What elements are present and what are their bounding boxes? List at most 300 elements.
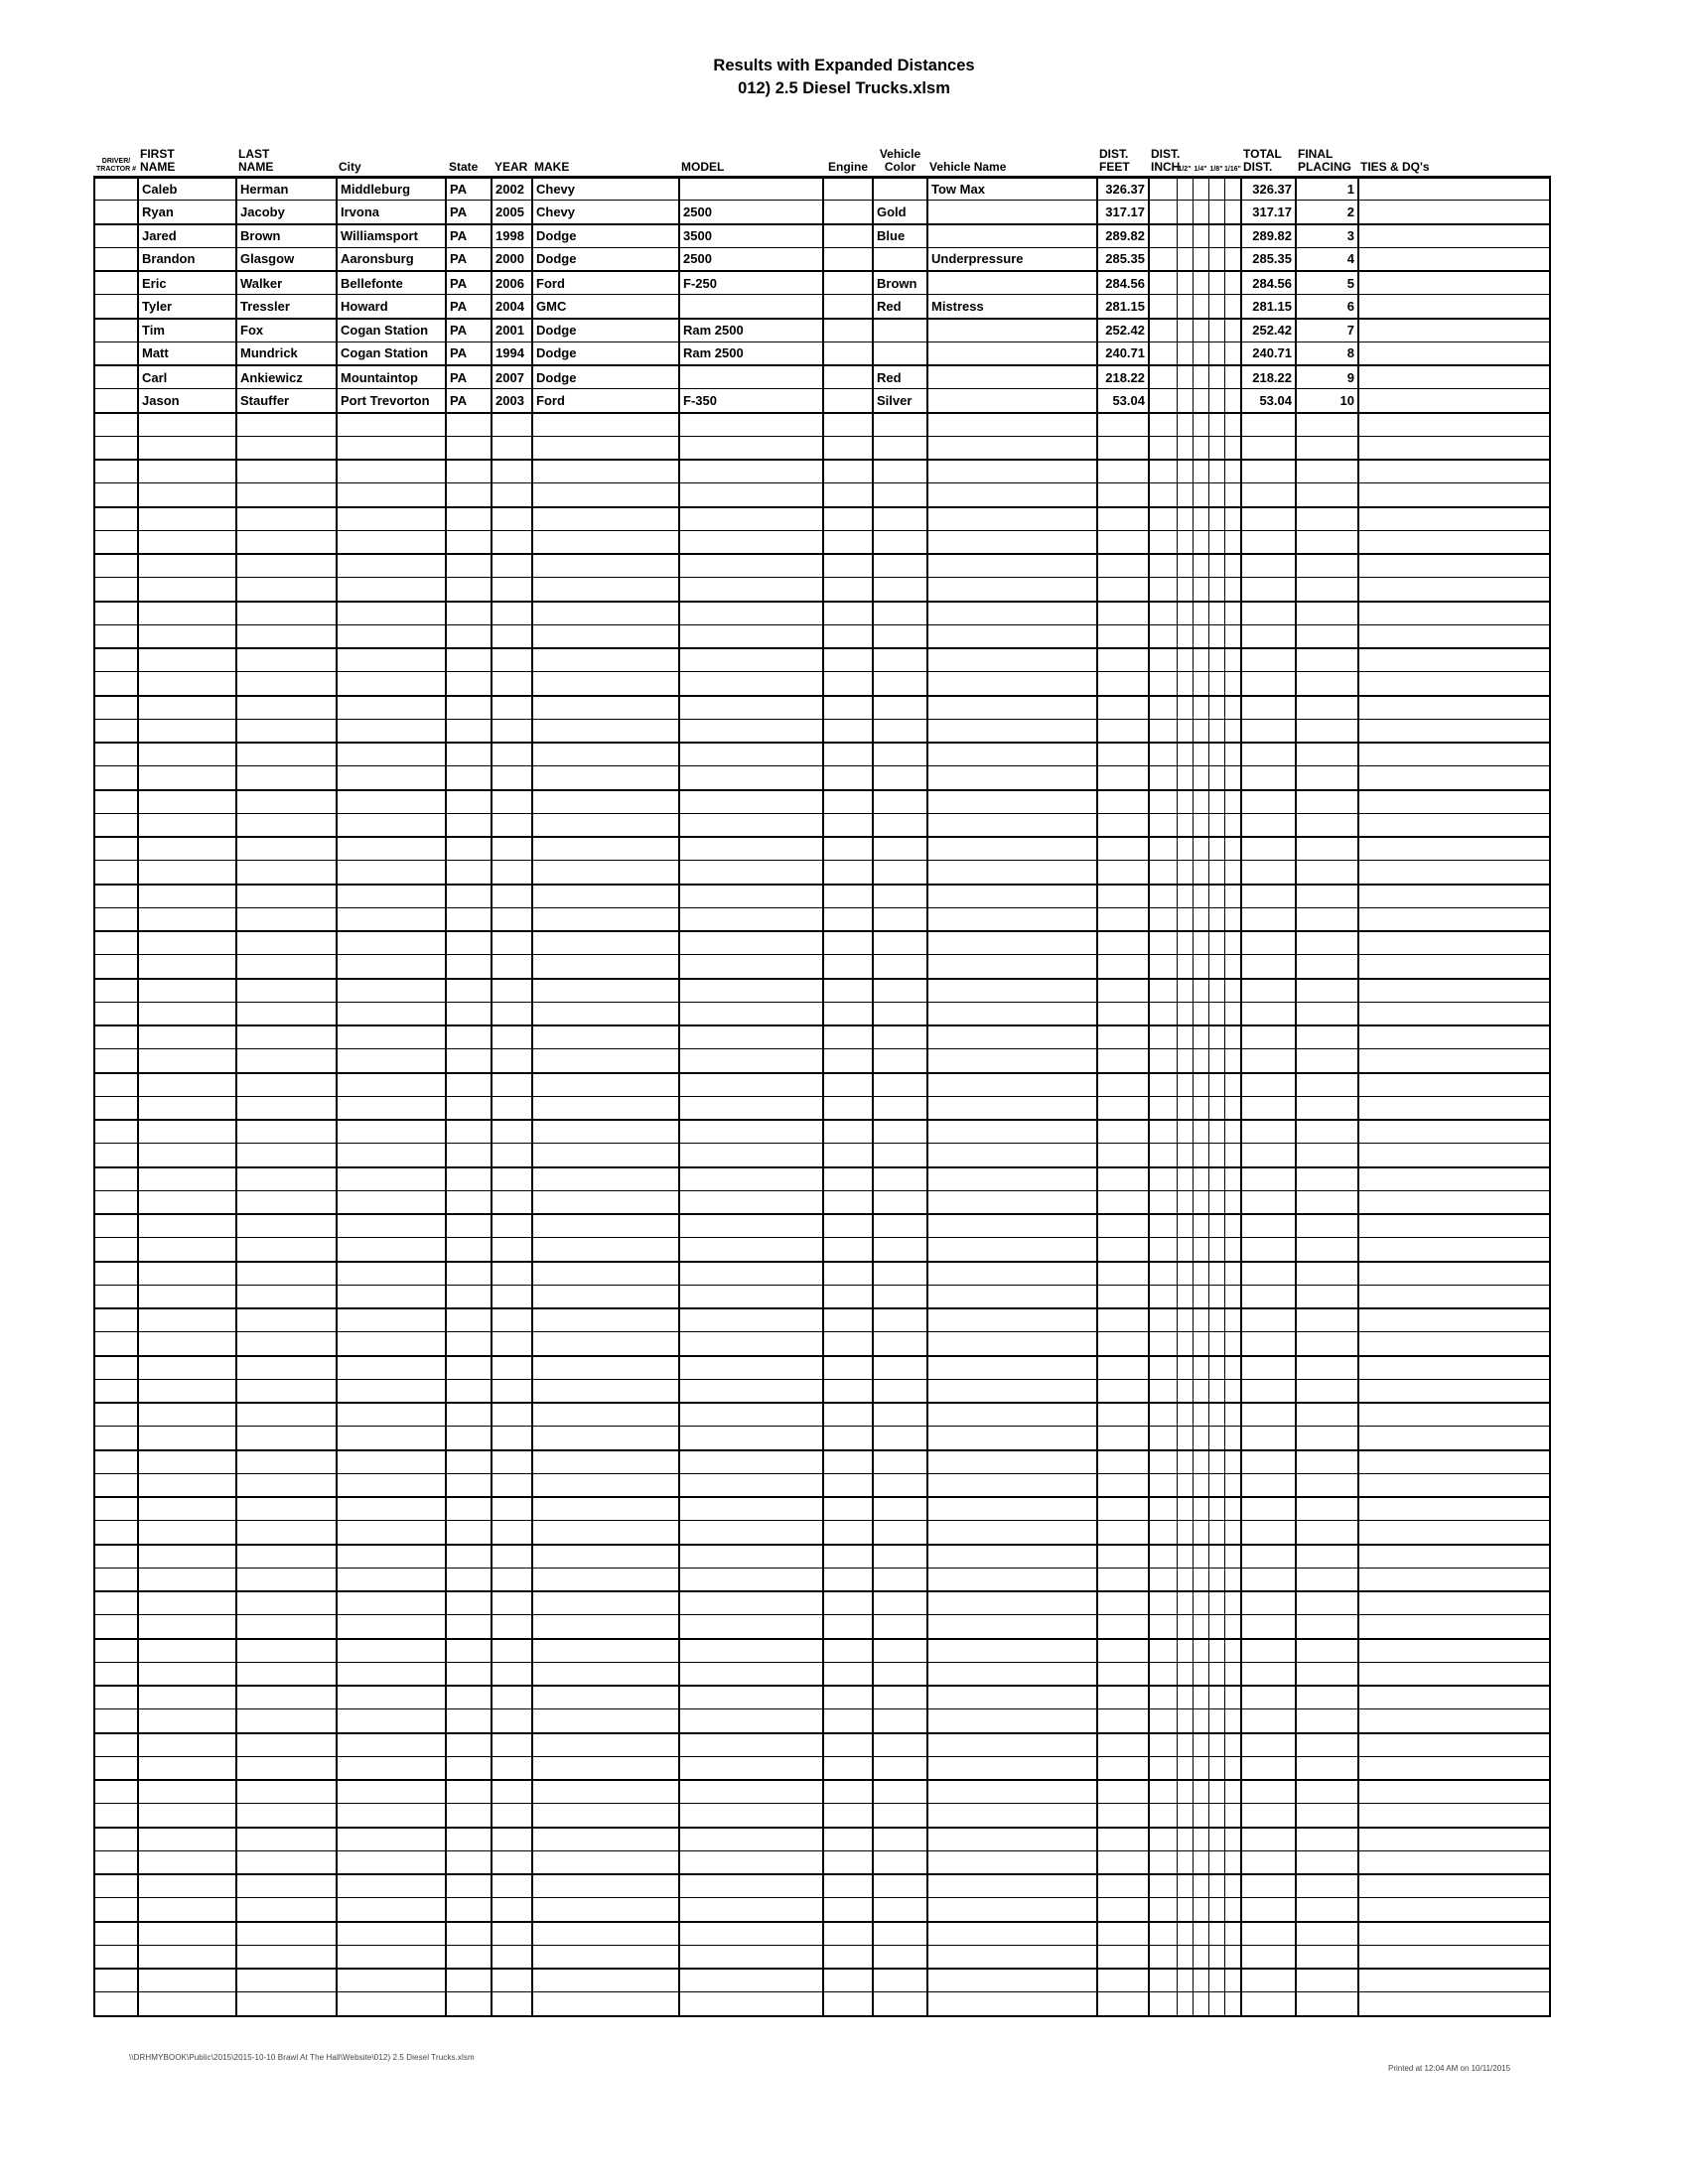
cell-city: Mountaintop: [337, 365, 446, 389]
col-header-vehicle-color: [873, 141, 927, 177]
cell-color: [873, 1002, 927, 1025]
cell-engine: [823, 1662, 873, 1686]
cell-vehicle_name: [927, 1144, 1097, 1167]
cell-last: [236, 1096, 337, 1120]
cell-make: [532, 1686, 679, 1709]
col-header-city: City: [337, 141, 446, 177]
cell-color: [873, 1733, 927, 1757]
cell-inch: [1149, 1945, 1177, 1969]
cell-vehicle_name: [927, 1591, 1097, 1615]
table-row: [94, 1356, 1550, 1380]
results-table: [93, 141, 1551, 2017]
cell-half: [1177, 602, 1193, 625]
cell-year: [492, 1780, 532, 1804]
cell-inch: [1149, 460, 1177, 483]
cell-color: [873, 1804, 927, 1828]
cell-ties: [1358, 1308, 1550, 1332]
cell-city: [337, 1686, 446, 1709]
cell-placing: [1296, 907, 1358, 931]
cell-driver: [94, 1874, 138, 1898]
cell-driver: [94, 1002, 138, 1025]
cell-placing: [1296, 460, 1358, 483]
cell-placing: [1296, 1120, 1358, 1144]
cell-color: [873, 1285, 927, 1308]
cell-inch: [1149, 201, 1177, 224]
cell-sixteenth: [1224, 1521, 1241, 1545]
cell-feet: [1097, 931, 1149, 955]
cell-city: [337, 460, 446, 483]
cell-model: [679, 1073, 823, 1097]
table-row: [94, 1780, 1550, 1804]
cell-quarter: [1193, 1709, 1208, 1733]
cell-make: [532, 648, 679, 672]
cell-half: [1177, 554, 1193, 578]
cell-feet: [1097, 1238, 1149, 1262]
table-row: [94, 1521, 1550, 1545]
cell-total: 285.35: [1241, 247, 1296, 271]
cell-quarter: [1193, 1639, 1208, 1663]
table-row: [94, 460, 1550, 483]
cell-state: PA: [446, 224, 492, 248]
cell-model: [679, 766, 823, 790]
cell-inch: [1149, 1780, 1177, 1804]
cell-model: [679, 578, 823, 602]
cell-engine: [823, 554, 873, 578]
cell-model: [679, 790, 823, 814]
cell-half: [1177, 1002, 1193, 1025]
cell-total: [1241, 1002, 1296, 1025]
col-header-final-placing: [1296, 141, 1358, 177]
cell-engine: [823, 1002, 873, 1025]
cell-state: [446, 1945, 492, 1969]
cell-feet: [1097, 554, 1149, 578]
cell-driver: [94, 1073, 138, 1097]
cell-total: 240.71: [1241, 341, 1296, 365]
cell-state: PA: [446, 271, 492, 295]
cell-state: [446, 460, 492, 483]
cell-engine: [823, 602, 873, 625]
cell-driver: [94, 1238, 138, 1262]
cell-state: PA: [446, 365, 492, 389]
cell-inch: [1149, 696, 1177, 720]
cell-first: [138, 743, 236, 766]
cell-placing: [1296, 413, 1358, 437]
cell-half: [1177, 861, 1193, 885]
cell-sixteenth: [1224, 955, 1241, 979]
table-row: [94, 1662, 1550, 1686]
cell-eighth: [1208, 672, 1224, 696]
cell-half: [1177, 319, 1193, 342]
cell-state: [446, 1780, 492, 1804]
cell-year: [492, 1709, 532, 1733]
cell-ties: [1358, 790, 1550, 814]
cell-quarter: [1193, 295, 1208, 319]
table-row: [94, 955, 1550, 979]
cell-quarter: [1193, 1615, 1208, 1639]
cell-quarter: [1193, 1898, 1208, 1922]
cell-sixteenth: [1224, 1898, 1241, 1922]
cell-eighth: [1208, 1898, 1224, 1922]
cell-make: [532, 436, 679, 460]
cell-city: [337, 648, 446, 672]
cell-eighth: [1208, 319, 1224, 342]
cell-last: [236, 554, 337, 578]
cell-engine: [823, 931, 873, 955]
cell-placing: [1296, 1144, 1358, 1167]
cell-ties: [1358, 1686, 1550, 1709]
cell-last: [236, 1144, 337, 1167]
cell-state: [446, 1497, 492, 1521]
cell-sixteenth: [1224, 766, 1241, 790]
cell-first: [138, 1144, 236, 1167]
cell-eighth: [1208, 578, 1224, 602]
cell-model: [679, 1756, 823, 1780]
cell-first: [138, 1898, 236, 1922]
cell-city: [337, 1828, 446, 1851]
cell-sixteenth: [1224, 460, 1241, 483]
cell-driver: [94, 837, 138, 861]
cell-half: [1177, 1545, 1193, 1569]
col-header-dist-inch: [1149, 141, 1181, 177]
cell-feet: [1097, 1662, 1149, 1686]
cell-ties: [1358, 1096, 1550, 1120]
cell-engine: [823, 1144, 873, 1167]
cell-feet: [1097, 1190, 1149, 1214]
cell-vehicle_name: [927, 224, 1097, 248]
header-label: FINAL: [1298, 146, 1334, 161]
cell-half: [1177, 1898, 1193, 1922]
cell-driver: [94, 1709, 138, 1733]
cell-ties: [1358, 1073, 1550, 1097]
cell-engine: [823, 1733, 873, 1757]
cell-sixteenth: [1224, 1662, 1241, 1686]
cell-state: [446, 955, 492, 979]
table-row: [94, 319, 1550, 342]
cell-quarter: [1193, 1874, 1208, 1898]
cell-eighth: [1208, 436, 1224, 460]
table-row: [94, 1120, 1550, 1144]
cell-vehicle_name: [927, 1662, 1097, 1686]
cell-ties: [1358, 955, 1550, 979]
cell-inch: [1149, 743, 1177, 766]
cell-placing: [1296, 1002, 1358, 1025]
cell-color: [873, 530, 927, 554]
cell-inch: [1149, 1850, 1177, 1874]
col-header-model: MODEL: [679, 141, 823, 177]
cell-ties: [1358, 885, 1550, 908]
cell-total: 252.42: [1241, 319, 1296, 342]
cell-placing: [1296, 1308, 1358, 1332]
cell-last: [236, 719, 337, 743]
cell-eighth: [1208, 1473, 1224, 1497]
cell-placing: [1296, 1709, 1358, 1733]
cell-ties: [1358, 483, 1550, 507]
cell-state: [446, 624, 492, 648]
cell-model: [679, 295, 823, 319]
cell-vehicle_name: [927, 1686, 1097, 1709]
cell-ties: [1358, 365, 1550, 389]
cell-make: [532, 861, 679, 885]
cell-year: [492, 766, 532, 790]
cell-ties: [1358, 1025, 1550, 1049]
cell-quarter: [1193, 1002, 1208, 1025]
cell-vehicle_name: [927, 931, 1097, 955]
cell-half: [1177, 1615, 1193, 1639]
cell-half: [1177, 1262, 1193, 1286]
cell-city: [337, 1591, 446, 1615]
cell-eighth: [1208, 1497, 1224, 1521]
cell-driver: [94, 530, 138, 554]
cell-color: [873, 1874, 927, 1898]
cell-feet: [1097, 1874, 1149, 1898]
cell-year: [492, 1144, 532, 1167]
cell-placing: [1296, 979, 1358, 1003]
table-row: [94, 1285, 1550, 1308]
cell-make: [532, 1733, 679, 1757]
cell-driver: [94, 1756, 138, 1780]
cell-engine: [823, 1615, 873, 1639]
cell-make: [532, 1214, 679, 1238]
cell-total: [1241, 1144, 1296, 1167]
cell-feet: [1097, 413, 1149, 437]
cell-feet: [1097, 648, 1149, 672]
cell-color: [873, 1521, 927, 1545]
cell-feet: [1097, 1804, 1149, 1828]
cell-model: [679, 813, 823, 837]
table-row: [94, 1945, 1550, 1969]
cell-eighth: [1208, 224, 1224, 248]
cell-make: [532, 1002, 679, 1025]
cell-first: [138, 907, 236, 931]
cell-color: [873, 1780, 927, 1804]
cell-sixteenth: [1224, 602, 1241, 625]
cell-year: [492, 1521, 532, 1545]
cell-feet: 252.42: [1097, 319, 1149, 342]
cell-state: [446, 1828, 492, 1851]
cell-first: [138, 530, 236, 554]
cell-model: [679, 1874, 823, 1898]
cell-placing: [1296, 743, 1358, 766]
cell-first: Matt: [138, 341, 236, 365]
table-row: [94, 813, 1550, 837]
cell-engine: [823, 1969, 873, 1992]
cell-driver: [94, 436, 138, 460]
cell-inch: [1149, 885, 1177, 908]
cell-color: [873, 1992, 927, 2016]
cell-inch: [1149, 530, 1177, 554]
cell-half: [1177, 224, 1193, 248]
cell-city: [337, 1521, 446, 1545]
cell-quarter: [1193, 365, 1208, 389]
header-label: TRACTOR #: [96, 165, 136, 173]
cell-first: [138, 1049, 236, 1073]
cell-inch: [1149, 648, 1177, 672]
cell-placing: [1296, 507, 1358, 531]
cell-make: [532, 1780, 679, 1804]
cell-first: [138, 602, 236, 625]
table-row: [94, 1167, 1550, 1191]
cell-make: [532, 507, 679, 531]
cell-inch: [1149, 790, 1177, 814]
cell-half: [1177, 1756, 1193, 1780]
cell-engine: [823, 885, 873, 908]
cell-half: [1177, 648, 1193, 672]
cell-color: [873, 931, 927, 955]
cell-engine: [823, 1521, 873, 1545]
cell-engine: [823, 1450, 873, 1474]
cell-feet: [1097, 743, 1149, 766]
col-header-eighth-inch: 1/8": [1208, 141, 1224, 177]
cell-eighth: [1208, 1262, 1224, 1286]
cell-feet: [1097, 1096, 1149, 1120]
cell-inch: [1149, 1049, 1177, 1073]
cell-placing: [1296, 1898, 1358, 1922]
cell-half: [1177, 1992, 1193, 2016]
cell-state: PA: [446, 341, 492, 365]
cell-eighth: [1208, 507, 1224, 531]
cell-last: [236, 813, 337, 837]
cell-feet: [1097, 907, 1149, 931]
cell-model: [679, 1615, 823, 1639]
table-row: [94, 1073, 1550, 1097]
cell-model: Ram 2500: [679, 341, 823, 365]
cell-state: [446, 1756, 492, 1780]
cell-first: [138, 790, 236, 814]
table-row: [94, 1756, 1550, 1780]
cell-vehicle_name: [927, 1568, 1097, 1591]
cell-inch: [1149, 1096, 1177, 1120]
cell-feet: [1097, 1545, 1149, 1569]
cell-ties: [1358, 1945, 1550, 1969]
cell-feet: [1097, 672, 1149, 696]
cell-engine: [823, 624, 873, 648]
cell-half: [1177, 271, 1193, 295]
cell-sixteenth: [1224, 530, 1241, 554]
cell-city: [337, 1780, 446, 1804]
cell-year: 2006: [492, 271, 532, 295]
cell-half: [1177, 885, 1193, 908]
cell-vehicle_name: [927, 1756, 1097, 1780]
cell-quarter: [1193, 1969, 1208, 1992]
cell-city: Bellefonte: [337, 271, 446, 295]
cell-color: [873, 578, 927, 602]
cell-engine: [823, 907, 873, 931]
cell-model: [679, 1639, 823, 1663]
cell-state: [446, 1686, 492, 1709]
cell-city: [337, 1308, 446, 1332]
cell-quarter: [1193, 1025, 1208, 1049]
cell-year: 1998: [492, 224, 532, 248]
cell-quarter: [1193, 1922, 1208, 1946]
cell-feet: 285.35: [1097, 247, 1149, 271]
cell-model: [679, 1545, 823, 1569]
cell-year: [492, 483, 532, 507]
cell-quarter: [1193, 483, 1208, 507]
cell-color: [873, 624, 927, 648]
cell-half: [1177, 1591, 1193, 1615]
cell-model: F-250: [679, 271, 823, 295]
cell-make: [532, 1049, 679, 1073]
cell-placing: [1296, 602, 1358, 625]
cell-inch: [1149, 1568, 1177, 1591]
cell-half: [1177, 530, 1193, 554]
cell-city: [337, 530, 446, 554]
cell-sixteenth: [1224, 1356, 1241, 1380]
cell-ties: [1358, 1780, 1550, 1804]
cell-driver: [94, 885, 138, 908]
cell-state: PA: [446, 319, 492, 342]
cell-state: [446, 530, 492, 554]
cell-half: [1177, 837, 1193, 861]
cell-quarter: [1193, 1356, 1208, 1380]
cell-vehicle_name: [927, 672, 1097, 696]
cell-state: [446, 1356, 492, 1380]
cell-eighth: [1208, 931, 1224, 955]
cell-color: Blue: [873, 224, 927, 248]
cell-inch: [1149, 1521, 1177, 1545]
cell-total: [1241, 1733, 1296, 1757]
cell-state: [446, 1473, 492, 1497]
cell-total: [1241, 1850, 1296, 1874]
cell-make: [532, 1568, 679, 1591]
cell-inch: [1149, 1427, 1177, 1450]
cell-city: [337, 1096, 446, 1120]
cell-quarter: [1193, 554, 1208, 578]
cell-sixteenth: [1224, 271, 1241, 295]
cell-quarter: [1193, 979, 1208, 1003]
cell-vehicle_name: [927, 1238, 1097, 1262]
cell-half: [1177, 295, 1193, 319]
cell-state: [446, 1096, 492, 1120]
cell-ties: [1358, 295, 1550, 319]
cell-city: [337, 1214, 446, 1238]
cell-make: [532, 1473, 679, 1497]
cell-year: [492, 1828, 532, 1851]
cell-last: [236, 1214, 337, 1238]
cell-color: [873, 1120, 927, 1144]
cell-eighth: [1208, 1379, 1224, 1403]
cell-eighth: [1208, 1733, 1224, 1757]
table-row: [94, 979, 1550, 1003]
cell-quarter: [1193, 271, 1208, 295]
cell-engine: [823, 365, 873, 389]
cell-make: [532, 1120, 679, 1144]
cell-quarter: [1193, 931, 1208, 955]
cell-color: [873, 460, 927, 483]
cell-make: [532, 1403, 679, 1427]
cell-vehicle_name: [927, 413, 1097, 437]
cell-last: [236, 1238, 337, 1262]
cell-feet: [1097, 1922, 1149, 1946]
cell-inch: [1149, 1615, 1177, 1639]
cell-year: 1994: [492, 341, 532, 365]
cell-placing: [1296, 1025, 1358, 1049]
cell-last: [236, 1828, 337, 1851]
cell-quarter: [1193, 460, 1208, 483]
cell-model: [679, 1992, 823, 2016]
cell-last: [236, 861, 337, 885]
cell-driver: [94, 1686, 138, 1709]
cell-ties: [1358, 861, 1550, 885]
cell-color: [873, 1332, 927, 1356]
table-row: [94, 530, 1550, 554]
cell-make: [532, 1144, 679, 1167]
cell-inch: [1149, 979, 1177, 1003]
cell-driver: [94, 201, 138, 224]
cell-last: [236, 1591, 337, 1615]
cell-quarter: [1193, 341, 1208, 365]
cell-placing: [1296, 1190, 1358, 1214]
